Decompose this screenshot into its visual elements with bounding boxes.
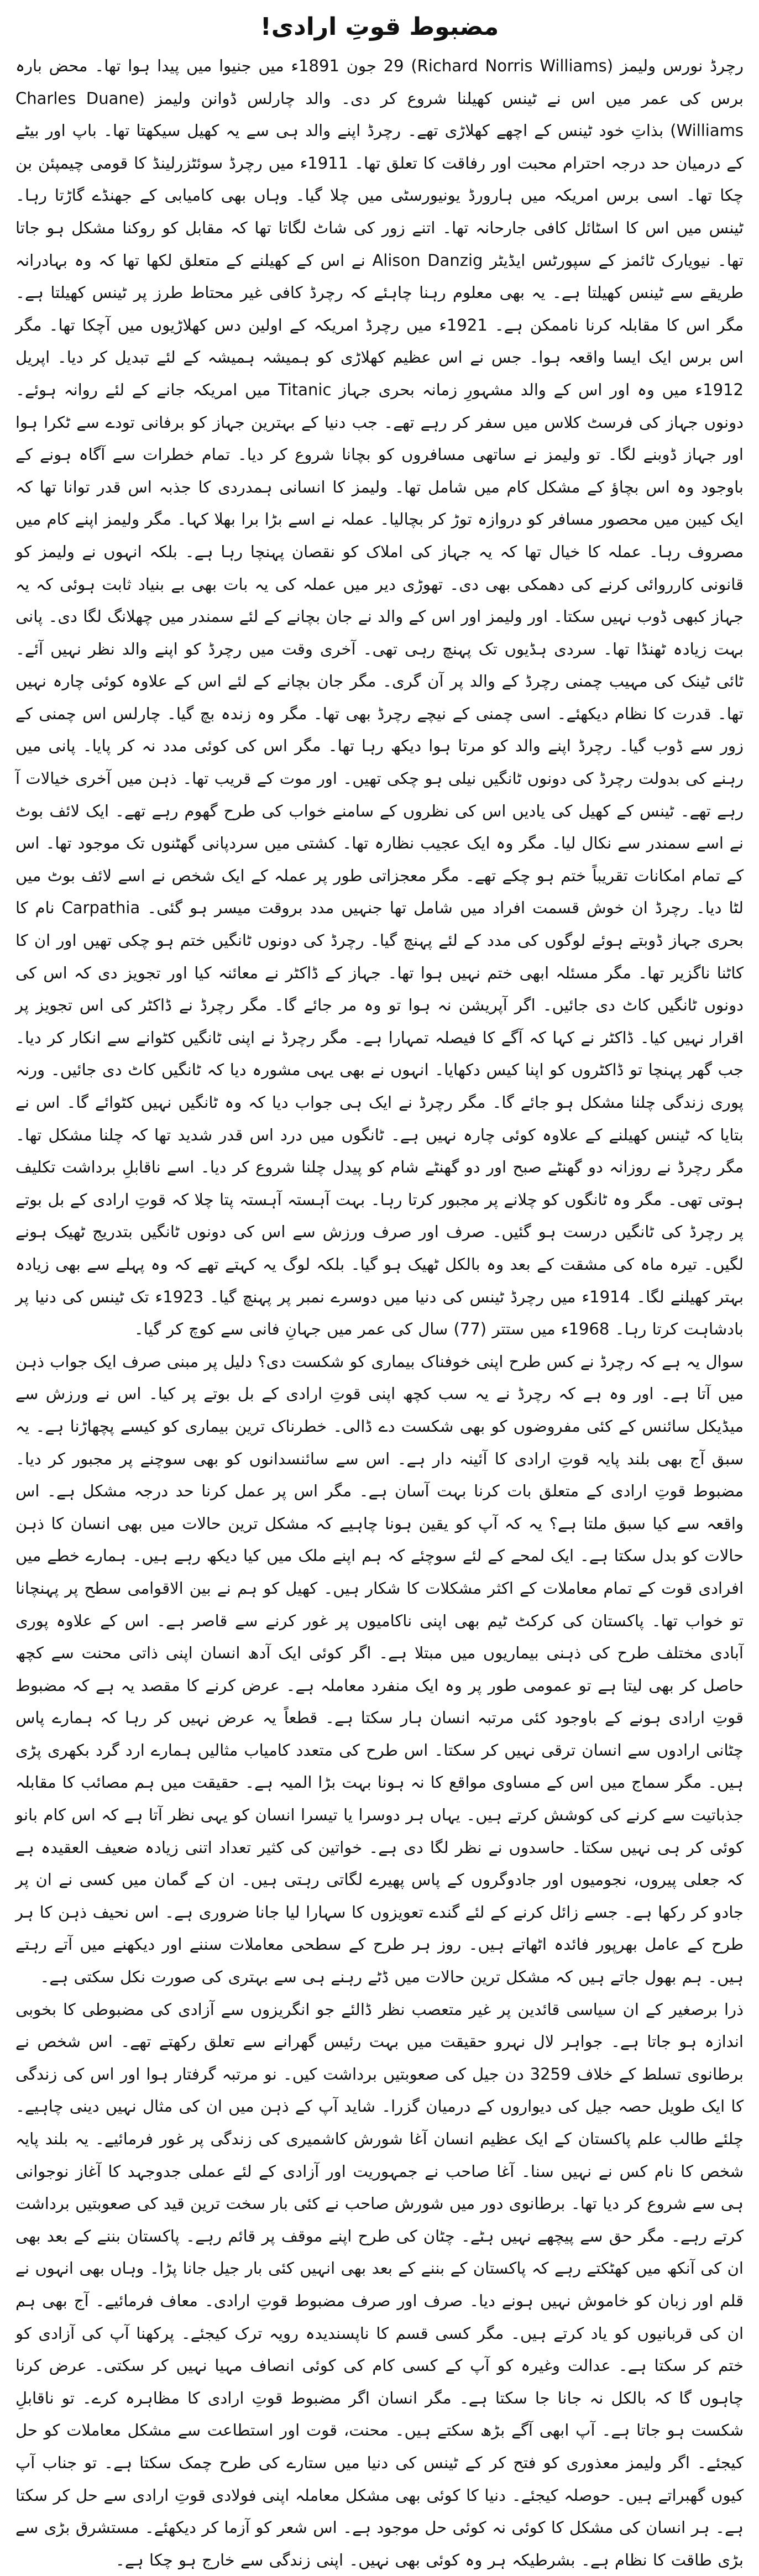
article-body bbox=[15, 50, 744, 2576]
article-title: مضبوط قوتِ ارادی! bbox=[260, 13, 499, 41]
article-paragraph-3: ذرا برصغیر کے ان سیاسی قائدین پر غیر متعصب نظر ڈالئے جو انگریزوں سے آزادی کی مضبوطی کا بخوبی اندازہ ہو جاتا ہے۔ جواہر لال نہرو حقیقت میں بہت رئیس گھرانے سے تعلق رکھتے تھے۔ اس شخص نے برطانوی تسلط کے خلاف 3259 دن جیل کی صعوبتیں برداشت کیں۔ نو مرتبہ گرفتار ہوا اور اس کی زندگی کا ایک طویل حصہ جیل کی دیواروں کے درمیان گزرا۔ شاید آپ کے ذہن میں ان کی مثال نہیں دینی چاہیے۔ چلئے طالب علم پاکستان کے ایک عظیم انسان آغا شورش کاشمیری کی زندگی پر غور فرمائیے۔ یہ بلند پایہ شخص کا نام کس نے نہیں سنا۔ آغا صاحب نے جمہوریت اور آزادی کے لئے عملی جدوجہد کا آغاز نوجوانی ہی سے شروع کر دیا تھا۔ برطانوی دور میں شورش صاحب نے کئی بار سخت ترین قید کی صعوبتیں برداشت کرتے رہے۔ مگر حق سے پیچھے نہیں ہٹے۔ چٹان کی طرح اپنے موقف پر قائم رہے۔ پاکستان بننے کے بعد بھی ان کی آنکھ میں کھٹکتے رہے کہ پاکستان کے بننے کے بعد بھی انہیں کئی بار جیل جانا پڑا۔ وہاں بھی انہوں نے قلم اور زبان کو خاموش نہیں ہونے دیا۔ صرف اور صرف مضبوط قوتِ ارادی۔ معاف فرمائیے۔ آج بھی ہم ان کی قربانیوں کو یاد کرتے ہیں۔ مگر کسی قسم کا ناپسندیدہ رویہ ترک کیجئے۔ پرکھنا آپ کی آزادی کو ختم کر سکتا ہے۔ عدالت وغیرہ کو آپ کے کسی کام کی کوئی انصاف مہیا نہیں کر سکتی۔ عرض کرنا چاہوں گا کہ بالکل نہ جانا جا سکتا ہے۔ مگر انسان اگر مضبوط قوتِ ارادی کا مظاہرہ کرے۔ تو ناقابلِ شکست ہو جاتا ہے۔ آپ ابھی آگے بڑھ سکتے ہیں۔ محنت، قوت اور استطاعت سے مشکل معاملات کو حل کیجئے۔ اگر ولیمز معذوری کو فتح کر کے ٹینس کی دنیا میں ستارے کی طرح چمک سکتا ہے۔ تو جناب آپ کیوں گھبراتے ہیں۔ حوصلہ کیجئے۔ دنیا کا کوئی بھی مشکل معاملہ اپنی فولادی قوتِ ارادی سے حل کر سکتا ہے۔ ہر انسان کی مشکل کا کوئی نہ کوئی حل موجود ہے۔ اس شعر کو آزما کر دیکھئے۔ مستشرق بڑی سے بڑی طاقت کا نظام ہے۔ بشرطیکہ ہر وہ کوئی بھی نہیں۔ اپنی زندگی سے خارج ہو چکا ہے۔ bbox=[15, 1999, 744, 2569]
article-paragraph-2: سوال یہ ہے کہ رچرڈ نے کس طرح اپنی خوفناک بیماری کو شکست دی؟ دلیل پر مبنی صرف ایک جواب ذہن میں آتا ہے۔ اور وہ ہے کہ رچرڈ نے یہ سب کچھ اپنی قوتِ ارادی کے بل بوتے پر کیا۔ اس نے ورزش سے میڈیکل سائنس کے کئی مفروضوں کو بھی شکست دے ڈالی۔ خطرناک ترین بیماری کو کیسے پچھاڑنا ہے۔ یہ سبق آج بھی بلند پایہ قوتِ ارادی کا آئینہ دار ہے۔ اس سے سائنسدانوں کو بھی سوچنے پر مجبور کر دیا۔ مضبوط قوتِ ارادی کے متعلق بات کرنا بہت آسان ہے۔ مگر اس پر عمل کرنا حد درجہ مشکل ہے۔ اس واقعہ سے کیا سبق ملتا ہے؟ یہ کہ آپ کو یقین ہونا چاہیے کہ مشکل ترین حالات میں بھی انسان کا ذہن حالات کو بدل سکتا ہے۔ ایک لمحے کے لئے سوچئے کہ ہم اپنے ملک میں کیا دیکھ رہے ہیں۔ ہمارے خطے میں افرادی قوت کے تمام معاملات کے اکثر مشکلات کا شکار ہیں۔ کھیل کو ہم نے بین الاقوامی سطح پر پہنچانا تو خواب تھا۔ پاکستان کی کرکٹ ٹیم بھی اپنی ناکامیوں پر غور کرنے سے قاصر ہے۔ اس کے علاوہ پوری آبادی مختلف طرح کی ذہنی بیماریوں میں مبتلا ہے۔ اگر کوئی ایک آدھ انسان اپنی ذاتی محنت سے کچھ حاصل کر بھی لیتا ہے تو عمومی طور پر وہ ایک منفرد معاملہ ہے۔ عرض کرنے کا مقصد یہ ہے کہ مضبوط قوتِ ارادی ہونے کے باوجود کئی مرتبہ انسان ہار سکتا ہے۔ قطعاً یہ عرض نہیں کر رہا کہ ہمارے پاس چٹانی ارادوں سے انسان ترقی نہیں کر سکتا۔ اس طرح کی متعدد کامیاب مثالیں ہمارے ارد گرد بکھری پڑی ہیں۔ مگر سماج میں اس کے مساوی مواقع کا نہ ہونا بہت بڑا المیہ ہے۔ حقیقت میں ہم مصائب کا مقابلہ جذباتیت سے کرنے کی کوشش کرتے ہیں۔ یہاں ہر دوسرا یا تیسرا انسان کو یہی نظر آتا ہے کہ اس کام بانو کوئی کر ہی نہیں سکتا۔ حاسدوں نے نظر لگا دی ہے۔ خواتین کی کثیر تعداد اتنی زیادہ ضعیف العقیدہ ہے کہ جعلی پیروں، نجومیوں اور جادوگروں کے پاس پھیرے لگاتی رہتی ہیں۔ ان کے گمان میں کسی نے ان پر جادو کر رکھا ہے۔ جسے زائل کرنے کے لئے گندے تعویزوں کا سہارا لیا جانا ضروری ہے۔ اس نحیف ذہن کا ہر طرح کے عامل بھرپور فائدہ اٹھاتے ہیں۔ روز ہر طرح کے سطحی معاملات سننے اور دیکھنے میں آتے رہتے ہیں۔ ہم بھول جاتے ہیں کہ مشکل ترین حالات میں ڈٹے رہنے ہی سے بہتری کی صورت نکل سکتی ہے۔ bbox=[15, 1352, 744, 1987]
article-paragraph-1: رچرڈ نورس ولیمز (Richard Norris Williams) 29 جون 1891ء میں جنیوا میں پیدا ہوا تھا۔ محض بارہ برس کی عمر میں اس نے ٹینس کھیلنا شروع کر دی۔ والد چارلس ڈوانن ولیمز (Charles Duane Williams) بذاتِ خود ٹینس کے اچھے کھلاڑی تھے۔ رچرڈ اپنے والد ہی سے یہ کھیل سیکھتا تھا۔ باپ اور بیٹے کے درمیان حد درجہ احترام محبت اور رفاقت کا تعلق تھا۔ 1911ء میں رچرڈ سوئٹزرلینڈ کا قومی چیمپئن بن چکا تھا۔ اسی برس امریکہ میں ہارورڈ یونیورسٹی میں چلا گیا۔ وہاں بھی کامیابی کے جھنڈے گاڑتا رہا۔ ٹینس میں اس کا اسٹائل کافی جارحانہ تھا۔ اتنے زور کی شاٹ لگاتا تھا کہ مقابل کو روکنا مشکل ہو جاتا تھا۔ نیویارک ٹائمز کے سپورٹس ایڈیٹر Alison Danzig نے اس کے کھیلنے کے متعلق لکھا تھا کہ وہ بہادرانہ طریقے سے ٹینس کھیلتا ہے۔ یہ بھی معلوم رہنا چاہئے کہ رچرڈ کافی غیر محتاط طرز پر ٹینس کھیلتا ہے۔ مگر اس کا مقابلہ کرنا ناممکن ہے۔ 1921ء میں رچرڈ امریکہ کے اولین دس کھلاڑیوں میں آچکا تھا۔ مگر اس برس ایک ایسا واقعہ ہوا۔ جس نے اس عظیم کھلاڑی کو ہمیشہ ہمیشہ کے لئے تبدیل کر دیا۔ اپریل 1912ء میں وہ اور اس کے والد مشہورِ زمانہ بحری جہاز Titanic میں امریکہ جانے کے لئے روانہ ہوئے۔ دونوں جہاز کی فرسٹ کلاس میں سفر کر رہے تھے۔ جب دنیا کے بہترین جہاز کو برفانی تودے سے ٹکرا ہوا اور جہاز ڈوبنے لگا۔ تو ولیمز نے ساتھی مسافروں کو بچانا شروع کر دیا۔ تمام خطرات سے آگاہ ہونے کے باوجود وہ اس بچاؤ کے مشکل کام میں شامل تھا۔ ولیمز کا انسانی ہمدردی کا جذبہ اس قدر توانا تھا کہ ایک کیبن میں محصور مسافر کو دروازہ توڑ کر بچالیا۔ عملہ نے اسے بڑا برا بھلا کہا۔ مگر ولیمز اپنے کام میں مصروف رہا۔ عملہ کا خیال تھا کہ یہ جہاز کی املاک کو نقصان پہنچا رہا ہے۔ بلکہ انہوں نے ولیمز کو قانونی کارروائی کرنے کی دھمکی بھی دی۔ تھوڑی دیر میں عملہ کی یہ بات بھی بے بنیاد ثابت ہوئی کہ یہ جہاز کبھی ڈوب نہیں سکتا۔ اور ولیمز اور اس کے والد نے جان بچانے کے لئے سمندر میں چھلانگ لگا دی۔ پانی بہت زیادہ ٹھنڈا تھا۔ سردی ہڈیوں تک پہنچ رہی تھی۔ آخری وقت میں رچرڈ کو اپنے والد نظر نہیں آئے۔ ٹائی ٹینک کی مہیب چمنی رچرڈ کے والد پر آن گری۔ مگر جان بچانے کے لئے اس کے علاوہ کوئی چارہ نہیں تھا۔ قدرت کا نظام دیکھئے۔ اسی چمنی کے نیچے رچرڈ بھی تھا۔ مگر وہ زندہ بچ گیا۔ چارلس اس چمنی کے زور سے ڈوب گیا۔ رچرڈ اپنے والد کو مرتا ہوا دیکھ رہا تھا۔ مگر اس کی کوئی مدد نہ کر پایا۔ پانی میں رہنے کی بدولت رچرڈ کی دونوں ٹانگیں نیلی ہو چکی تھیں۔ اور موت کے قریب تھا۔ ذہن میں آخری خیالات آ رہے تھے۔ ٹینس کے کھیل کی یادیں اس کی نظروں کے سامنے خواب کی طرح گھوم رہے تھے۔ ایک لائف بوٹ نے اسے سمندر سے نکال لیا۔ مگر وہ ایک عجیب نظارہ تھا۔ کشتی میں سردپانی گھٹنوں تک موجود تھا۔ اس کے تمام امکانات تقریباً ختم ہو چکے تھے۔ مگر معجزاتی طور پر عملہ کے ایک شخص نے اسے لائف بوٹ میں لٹا دیا۔ رچرڈ ان خوش قسمت افراد میں شامل تھا جنہیں مدد بروقت میسر ہو گئی۔ Carpathia نام کا بحری جہاز ڈوبتے ہوئے لوگوں کی مدد کے لئے پہنچ گیا۔ رچرڈ کی دونوں ٹانگیں ختم ہو چکی تھیں اور ان کا کاٹنا ناگزیر تھا۔ مگر مسئلہ ابھی ختم نہیں ہوا تھا۔ جہاز کے ڈاکٹر نے معائنہ کیا اور تجویز دی کہ اس کی دونوں ٹانگیں کاٹ دی جائیں۔ اگر آپریشن نہ ہوا تو وہ مر جائے گا۔ مگر رچرڈ نے ڈاکٹر کی اس تجویز پر اقرار نہیں کیا۔ ڈاکٹر نے کہا کہ آگے کا فیصلہ تمہارا ہے۔ مگر رچرڈ نے اپنی ٹانگیں کٹوانے سے انکار کر دیا۔ جب گھر پہنچا تو ڈاکٹروں کو اپنا کیس دکھایا۔ انہوں نے بھی یہی مشورہ دیا کہ ٹانگیں کاٹ دی جائیں۔ ورنہ پوری زندگی چلنا مشکل ہو جائے گا۔ مگر رچرڈ نے ایک ہی جواب دیا کہ وہ ٹانگیں نہیں کٹوائے گا۔ اس نے بتایا کہ ٹینس کھیلنے کے علاوہ کوئی چارہ نہیں ہے۔ ٹانگوں میں درد اس قدر شدید تھا کہ چلنا مشکل تھا۔ مگر رچرڈ نے روزانہ دو گھنٹے صبح اور دو گھنٹے شام کو پیدل چلنا شروع کر دیا۔ اسے ناقابلِ برداشت تکلیف ہوتی تھی۔ مگر وہ ٹانگوں کو چلانے پر مجبور کرتا رہا۔ بہت آہستہ آہستہ پتا چلا کہ قوتِ ارادی کے بل بوتے پر رچرڈ کی ٹانگیں درست ہو گئیں۔ صرف اور صرف ورزش سے اس کی دونوں ٹانگیں بتدریج ٹھیک ہونے لگیں۔ تیرہ ماہ کی مشقت کے بعد وہ بالکل ٹھیک ہو گیا۔ بلکہ لوگ یہ کہتے تھے کہ وہ پہلے سے بھی زیادہ بہتر کھیلنے لگا۔ 1914ء میں رچرڈ ٹینس کی دنیا میں دوسرے نمبر پر پہنچ گیا۔ 1923ء تک ٹینس کی دنیا پر بادشاہت کرتا رہا۔ 1968ء میں ستتر (77) سال کی عمر میں جہانِ فانی سے کوچ کر گیا۔ bbox=[15, 56, 744, 1339]
